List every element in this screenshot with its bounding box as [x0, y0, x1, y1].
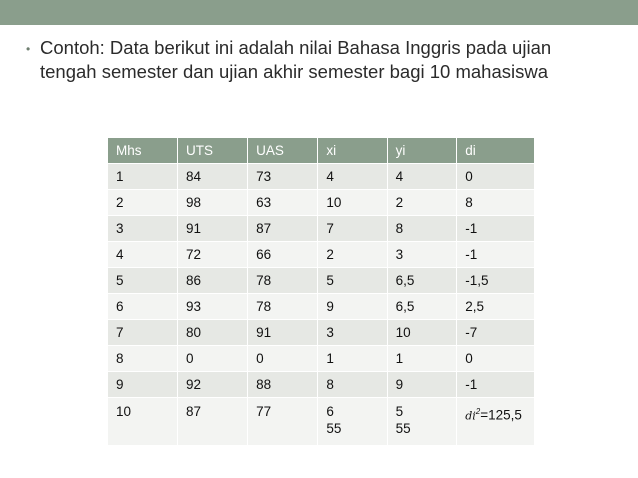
table-cell: 3: [108, 216, 178, 242]
table-cell: [318, 398, 387, 446]
table-cell: 0: [248, 346, 318, 372]
table-cell: 92: [178, 372, 248, 398]
bullet-text: Contoh: Data berikut ini adalah nilai Bahasa Inggris pada ujian tengah semester dan ujian akhir semester bagi 10 mahasiswa: [40, 37, 552, 82]
table-row-last: [108, 398, 535, 446]
table-row: [108, 268, 535, 294]
table-cell: 2,5: [457, 294, 535, 320]
table-row: [108, 216, 535, 242]
table-cell: -1: [457, 216, 535, 242]
table-cell: 0: [178, 346, 248, 372]
table-row: [108, 242, 535, 268]
table-cell: 73: [248, 164, 318, 190]
yi-total: 55: [395, 421, 411, 436]
header-xi: xi: [318, 138, 387, 164]
header-uas: UAS: [248, 138, 318, 164]
table-cell: 3: [387, 242, 457, 268]
di-squared-symbol: di: [465, 409, 476, 423]
table-cell: 77: [248, 398, 318, 446]
table-cell: 0: [457, 164, 535, 190]
table-cell: 87: [178, 398, 248, 446]
table-cell: 2: [318, 242, 387, 268]
di-squared-sum: =125,5: [480, 407, 522, 423]
xi-total: 55: [326, 421, 342, 436]
header-mhs: Mhs: [108, 138, 178, 164]
table-cell: 0: [457, 346, 535, 372]
header-uts: UTS: [178, 138, 248, 164]
table-header-row: [108, 138, 535, 164]
table-cell: 10: [108, 398, 178, 446]
xi-value: 6: [326, 404, 334, 419]
table-cell: 2: [387, 190, 457, 216]
table-cell: 1: [387, 346, 457, 372]
table-cell: 4: [387, 164, 457, 190]
table-cell: 5: [318, 268, 387, 294]
table-cell: 4: [318, 164, 387, 190]
table-cell: 7: [108, 320, 178, 346]
table-cell: 10: [387, 320, 457, 346]
table-row: [108, 164, 535, 190]
table-cell: -1,5: [457, 268, 535, 294]
table-cell: [387, 398, 457, 446]
table-cell: 84: [178, 164, 248, 190]
table-cell: 9: [318, 294, 387, 320]
table-cell: 72: [178, 242, 248, 268]
table-cell: 91: [248, 320, 318, 346]
table-cell: 80: [178, 320, 248, 346]
table-cell: 91: [178, 216, 248, 242]
table-row: [108, 346, 535, 372]
table-cell: 8: [457, 190, 535, 216]
table-cell: 8: [108, 346, 178, 372]
table-row: [108, 294, 535, 320]
header-di: di: [457, 138, 535, 164]
table-cell: 5: [108, 268, 178, 294]
table-cell: 3: [318, 320, 387, 346]
table-cell: 8: [318, 372, 387, 398]
table-row: [108, 190, 535, 216]
table-cell: 88: [248, 372, 318, 398]
table-cell: 8: [387, 216, 457, 242]
table-cell: 6: [108, 294, 178, 320]
table-row: [108, 372, 535, 398]
table-cell: -1: [457, 242, 535, 268]
table-cell: 1: [108, 164, 178, 190]
table-cell: 63: [248, 190, 318, 216]
table-cell: 10: [318, 190, 387, 216]
table-cell: 9: [387, 372, 457, 398]
table-row: [108, 320, 535, 346]
data-table: [107, 137, 535, 446]
table-cell: 87: [248, 216, 318, 242]
table-cell: 4: [108, 242, 178, 268]
table-cell: 78: [248, 294, 318, 320]
table-cell: 78: [248, 268, 318, 294]
table-cell: 93: [178, 294, 248, 320]
yi-value: 5: [395, 404, 404, 419]
table-cell: 6,5: [387, 294, 457, 320]
table-cell: [457, 398, 535, 446]
bullet-item: [26, 36, 606, 84]
table-cell: -1: [457, 372, 535, 398]
table-cell: 2: [108, 190, 178, 216]
table-cell: 1: [318, 346, 387, 372]
table-body: [108, 164, 535, 446]
table-cell: 66: [248, 242, 318, 268]
bullet-dot-icon: •: [26, 42, 31, 56]
table-cell: 9: [108, 372, 178, 398]
table-cell: 98: [178, 190, 248, 216]
table-cell: -7: [457, 320, 535, 346]
di-squared-exponent: 2: [475, 407, 481, 416]
top-accent-bar: [0, 0, 638, 25]
table-cell: 6,5: [387, 268, 457, 294]
table-cell: 7: [318, 216, 387, 242]
header-yi: yi: [387, 138, 457, 164]
table-cell: 86: [178, 268, 248, 294]
